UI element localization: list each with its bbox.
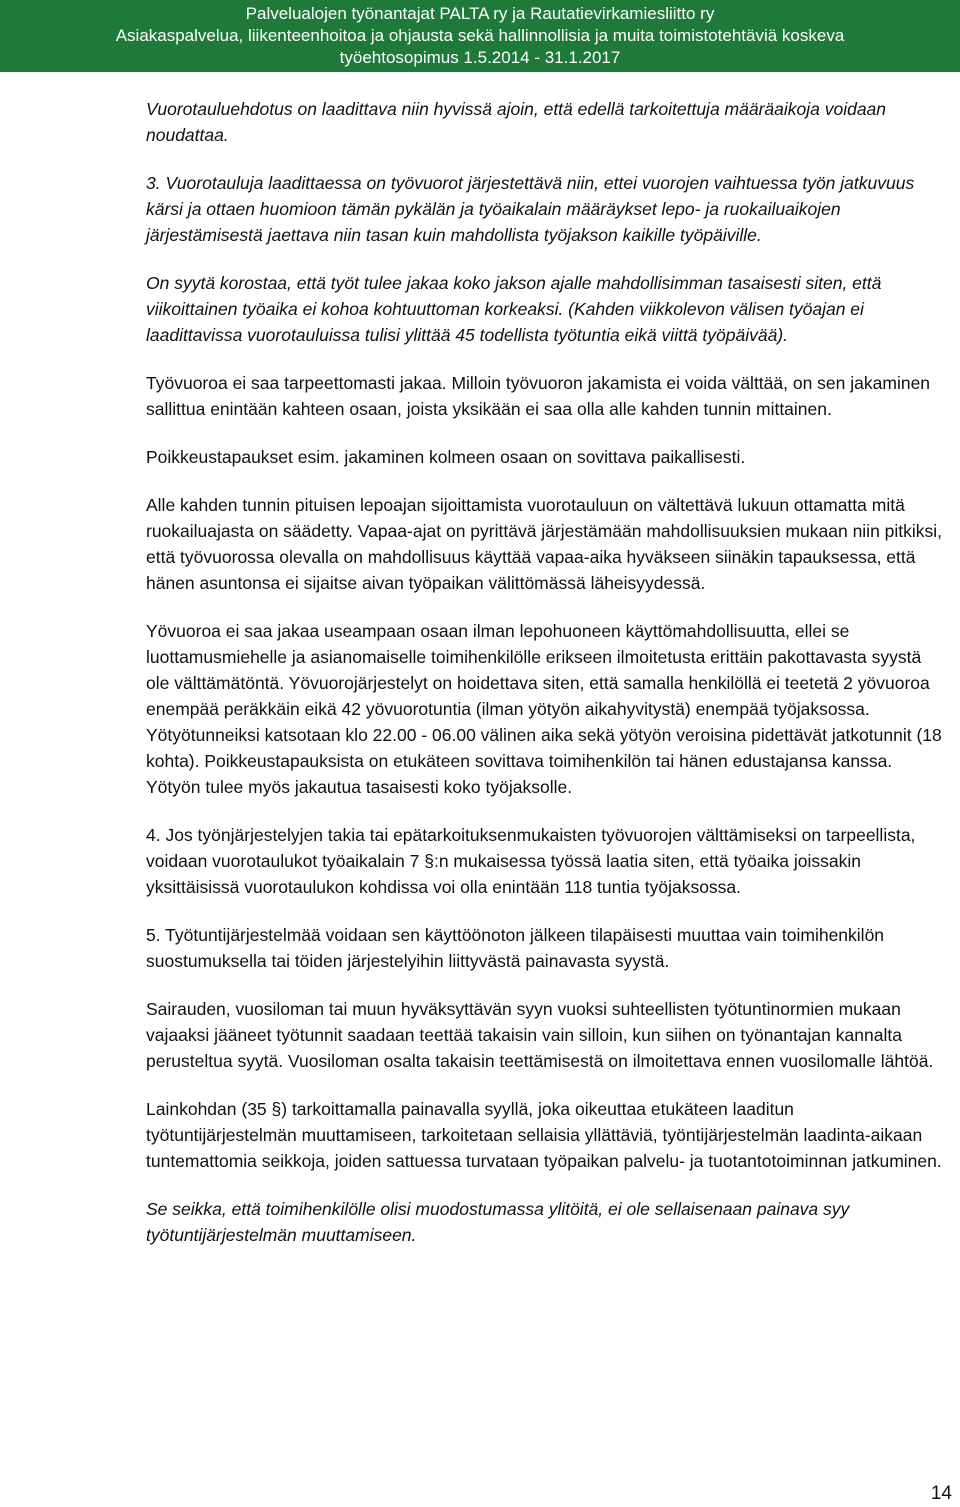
paragraph: 3. Vuorotauluja laadittaessa on työvuorot järjestettävä niin, ettei vuorojen vaihtuessa työn jatkuvuus kärsi ja ottaen huomioon tämän pykälän ja työaikalain määräykset lepo- ja ruokailuaikojen järjestämisestä jaettava niin tasan kuin mahdollista työjakson kaikille työpäiville. <box>146 173 915 245</box>
paragraph: Sairauden, vuosiloman tai muun hyväksyttävän syyn vuoksi suhteellisten työtuntinormien mukaan vajaaksi jääneet työtunnit saadaan teettää takaisin vain silloin, kun siihen on työnantajan kannalta perusteltua syytä. Vuosiloman osalta takaisin teettämisestä on ilmoitettava ennen vuosilomalle lähtöä. <box>146 999 934 1071</box>
page-number: 14 <box>930 1483 952 1504</box>
paragraph: Työvuoroa ei saa tarpeettomasti jakaa. Milloin työvuoron jakamista ei voida välttää, on sen jakaminen sallittua enintään kahteen osaan, joista yksikään ei saa olla alle kahden tunnin mittainen. <box>146 373 931 419</box>
header-line-1: Palvelualojen työnantajat PALTA ry ja Rautatievirkamiesliitto ry <box>245 4 715 23</box>
document-header <box>0 0 960 72</box>
document-body <box>146 96 946 1270</box>
header-line-2: Asiakaspalvelua, liikenteenhoitoa ja ohjausta sekä hallinnollisia ja muita toimistotehtäviä koskeva <box>115 26 845 45</box>
paragraph: Yövuoroa ei saa jakaa useampaan osaan ilman lepohuoneen käyttömahdollisuutta, ellei se luottamusmiehelle ja asianomaiselle toimihenkilölle erikseen ilmoitetusta erittäin pakottavasta syystä ole välttämätöntä. Yövuorojärjestelyt on hoidettava siten, että samalla henkilöllä ei teetetä 2 yövuoroa enempää peräkkäin eikä 42 yövuorotuntia (ilman yötyön aikahyvitystä) enempää työjaksossa. Yötyötunneiksi katsotaan klo 22.00 - 06.00 välinen aika sekä yötyön veroisina pidettävät jatkotunnit (18 kohta). Poikkeustapauksista on etukäteen sovittava toimihenkilön tai hänen edustajansa kanssa. Yötyön tulee myös jakautua tasaisesti koko työjaksolle. <box>146 621 942 797</box>
header-line-3: työehtosopimus 1.5.2014 - 31.1.2017 <box>339 48 621 67</box>
paragraph: Poikkeustapaukset esim. jakaminen kolmeen osaan on sovittava paikallisesti. <box>146 447 746 467</box>
paragraph: 5. Työtuntijärjestelmää voidaan sen käyttöönoton jälkeen tilapäisesti muuttaa vain toimihenkilön suostumuksella tai töiden järjestelyihin liittyvästä painavasta syystä. <box>146 925 885 971</box>
paragraph: 4. Jos työnjärjestelyjen takia tai epätarkoituksenmukaisten työvuorojen välttämiseksi on tarpeellista, voidaan vuorotaulukot työaikalain 7 §:n mukaisessa työssä laatia siten, että työaika joissakin yksittäisissä vuorotaulukon kohdissa voi olla enintään 118 tuntia työjaksossa. <box>146 825 916 897</box>
paragraph: Se seikka, että toimihenkilölle olisi muodostumassa ylitöitä, ei ole sellaisenaan painava syy työtuntijärjestelmän muuttamiseen. <box>146 1199 850 1245</box>
paragraph: Lainkohdan (35 §) tarkoittamalla painavalla syyllä, joka oikeuttaa etukäteen laaditun työtuntijärjestelmän muuttamiseen, tarkoitetaan sellaisia yllättäviä, työntijärjestelmän laadinta-aikaan tuntemattomia seikkoja, joiden sattuessa turvataan työpaikan palvelu- ja tuotantotoiminnan jatkuminen. <box>146 1099 942 1171</box>
paragraph: Vuorotauluehdotus on laadittava niin hyvissä ajoin, että edellä tarkoitettuja määräaikoja voidaan noudattaa. <box>146 99 887 145</box>
paragraph: Alle kahden tunnin pituisen lepoajan sijoittamista vuorotauluun on vältettävä lukuun ottamatta mitä ruokailuajasta on säädetty. Vapaa-ajat on pyrittävä järjestämään mahdollisuuksien mukaan niin pitkiksi, että työvuorossa olevalla on mahdollisuus käyttää vapaa-aika hyväkseen siinäkin tapauksessa, että hänen asuntonsa ei sijaitse aivan työpaikan välittömässä läheisyydessä. <box>146 495 943 593</box>
paragraph: On syytä korostaa, että työt tulee jakaa koko jakson ajalle mahdollisimman tasaisesti siten, että viikoittainen työaika ei kohoa kohtuuttoman korkeaksi. (Kahden viikkolevon välisen työajan ei laadittavissa vuorotauluissa tulisi ylittää 45 todellista työtuntia eikä viittä työpäivää). <box>146 273 882 345</box>
